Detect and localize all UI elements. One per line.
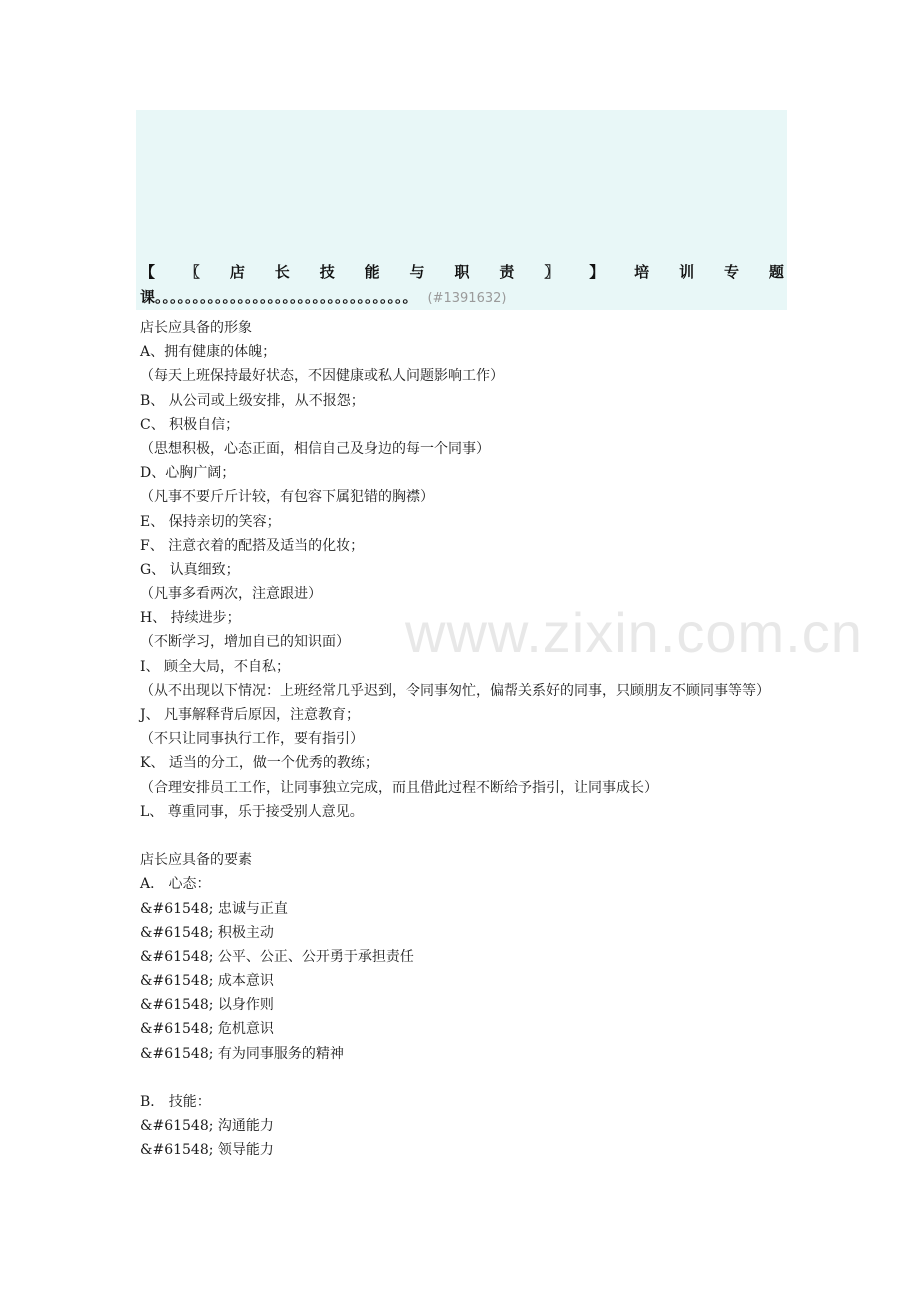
body-line: &#61548; 公平、公正、公开勇于承担责任 xyxy=(140,948,414,965)
title-char: 〖 xyxy=(184,263,200,281)
title-char: 〗 xyxy=(544,263,560,281)
blank-line xyxy=(140,1066,790,1090)
body-line: &#61548; 领导能力 xyxy=(140,1142,274,1159)
document-body xyxy=(140,316,790,1163)
body-line: K、 适当的分工，做一个优秀的教练； xyxy=(140,755,379,772)
title-char: 长 xyxy=(274,263,290,281)
body-line: （凡事不要斤斤计较，有包容下属犯错的胸襟） xyxy=(140,489,434,506)
body-line: D、心胸广阔； xyxy=(140,465,236,482)
body-line: A、拥有健康的体魄； xyxy=(140,344,277,361)
blank-line xyxy=(140,824,790,848)
body-line: &#61548; 成本意识 xyxy=(140,973,274,990)
body-line: （从不出现以下情况：上班经常几乎迟到，令同事匆忙，偏帮关系好的同事，只顾朋友不顾同事等等） xyxy=(140,682,770,699)
body-line: &#61548; 积极主动 xyxy=(140,924,274,941)
body-line: B、 从公司或上级安排，从不报怨； xyxy=(140,392,365,409)
title-char: 能 xyxy=(364,263,380,281)
title-char: 专 xyxy=(723,263,739,281)
body-line: B． 技能： xyxy=(140,1094,211,1111)
body-line: G、 认真细致； xyxy=(140,561,240,578)
body-line: &#61548; 沟通能力 xyxy=(140,1118,274,1135)
body-line: （不断学习，增加自已的知识面） xyxy=(140,634,350,651)
body-line: 店长应具备的形象 xyxy=(140,320,252,336)
title-char: 与 xyxy=(409,263,425,281)
body-line: &#61548; 危机意识 xyxy=(140,1021,274,1038)
body-line: H、 持续进步； xyxy=(140,610,241,627)
title-char: 店 xyxy=(229,263,245,281)
title-line2-text: 课。。。。。。。。。。。。。。。。。。。。。。。。。。。。。。。。。。 xyxy=(140,288,418,306)
title-char: 【 xyxy=(140,263,156,281)
title-char: 培 xyxy=(634,263,650,281)
document-title xyxy=(140,262,784,282)
title-char: 责 xyxy=(499,263,515,281)
body-line: &#61548; 有为同事服务的精神 xyxy=(140,1045,344,1062)
body-line: （每天上班保持最好状态，不因健康或私人问题影响工作） xyxy=(140,368,504,385)
site-watermark: www.zixin.com.cn xyxy=(405,601,863,664)
title-char: 训 xyxy=(679,263,695,281)
body-line: E、 保持亲切的笑容； xyxy=(140,513,281,530)
title-char: 题 xyxy=(768,263,784,281)
body-line: （凡事多看两次，注意跟进） xyxy=(140,586,322,603)
body-line: 店长应具备的要素 xyxy=(140,852,252,869)
document-id: (#1391632) xyxy=(427,291,507,306)
body-line: J、 凡事解释背后原因，注意教育； xyxy=(140,707,361,724)
document-title-continued xyxy=(140,287,506,309)
body-line: &#61548; 以身作则 xyxy=(140,997,274,1014)
title-char: 技 xyxy=(319,263,335,281)
title-char: 职 xyxy=(454,263,470,281)
body-line: I、 顾全大局，不自私； xyxy=(140,658,290,675)
body-line: C、 积极自信； xyxy=(140,416,240,433)
body-line: F、 注意衣着的配搭及适当的化妆； xyxy=(140,537,365,554)
title-char: 】 xyxy=(589,263,605,281)
body-line: （思想积极，心态正面，相信自己及身边的每一个同事） xyxy=(140,440,490,457)
body-line: （不只让同事执行工作，要有指引） xyxy=(140,731,364,748)
body-line: &#61548; 忠诚与正直 xyxy=(140,900,288,917)
body-line: L、 尊重同事，乐于接受别人意见。 xyxy=(140,803,364,820)
body-line: （合理安排员工工作，让同事独立完成，而且借此过程不断给予指引，让同事成长） xyxy=(140,779,658,796)
body-line: A． 心态： xyxy=(140,876,211,893)
